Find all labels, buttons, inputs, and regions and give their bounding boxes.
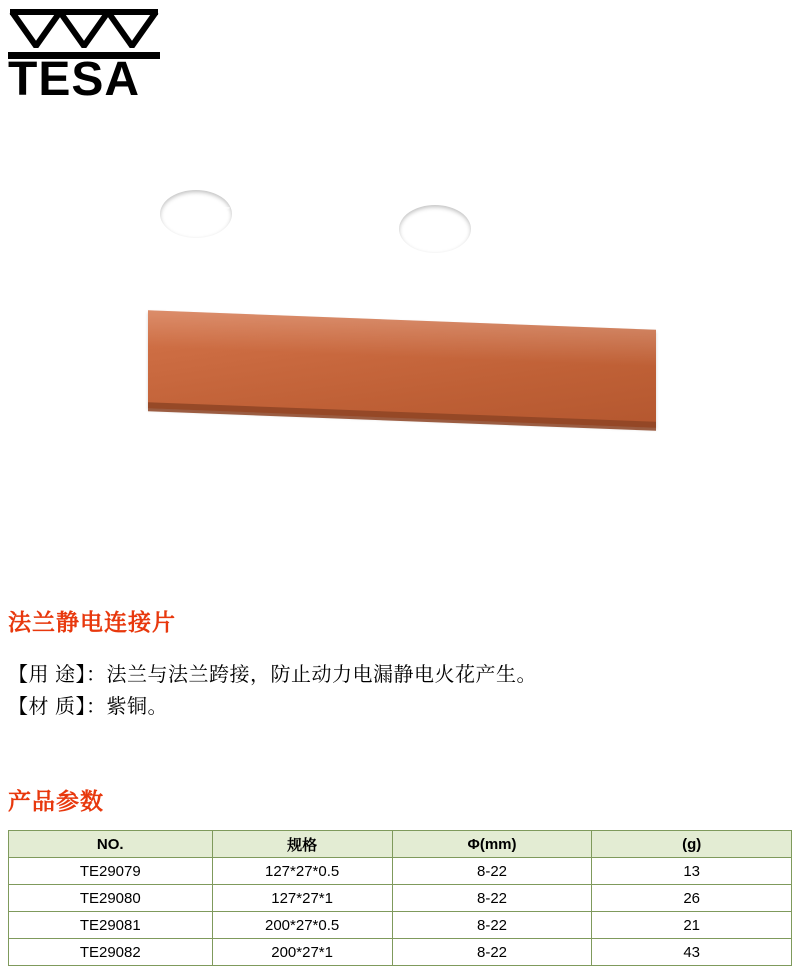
zigzag-chevrons-icon — [8, 8, 160, 48]
mounting-hole-right — [399, 205, 471, 253]
column-header-phi: Φ(mm) — [392, 831, 592, 858]
brand-logo — [8, 8, 168, 108]
cell-no: TE29081 — [9, 912, 213, 939]
column-header-no: NO. — [9, 831, 213, 858]
cell-weight: 26 — [592, 885, 792, 912]
product-material-line: 【材 质】：紫铜。 — [8, 696, 169, 718]
table-row — [9, 885, 792, 912]
product-photo — [0, 150, 800, 550]
params-section-title: 产品参数 — [8, 788, 104, 814]
cell-weight: 13 — [592, 858, 792, 885]
image-watermark: TESA — [206, 205, 259, 224]
table-row — [9, 858, 792, 885]
params-table — [8, 830, 792, 966]
logo-wordmark: TESA — [8, 53, 141, 106]
column-header-weight: (g) — [592, 831, 792, 858]
cell-phi: 8-22 — [392, 885, 592, 912]
cell-no: TE29079 — [9, 858, 213, 885]
cell-phi: 8-22 — [392, 939, 592, 966]
cell-spec: 200*27*1 — [212, 939, 392, 966]
table-header-row — [9, 831, 792, 858]
cell-spec: 127*27*1 — [212, 885, 392, 912]
cell-spec: 127*27*0.5 — [212, 858, 392, 885]
product-use-line: 【用 途】：法兰与法兰跨接，防止动力电漏静电火花产生。 — [8, 664, 538, 686]
table-row — [9, 939, 792, 966]
product-title: 法兰静电连接片 — [8, 609, 176, 635]
cell-no: TE29082 — [9, 939, 213, 966]
column-header-spec: 规格 — [212, 831, 392, 858]
cell-spec: 200*27*0.5 — [212, 912, 392, 939]
cell-weight: 21 — [592, 912, 792, 939]
table-row — [9, 912, 792, 939]
cell-no: TE29080 — [9, 885, 213, 912]
cell-weight: 43 — [592, 939, 792, 966]
cell-phi: 8-22 — [392, 912, 592, 939]
cell-phi: 8-22 — [392, 858, 592, 885]
